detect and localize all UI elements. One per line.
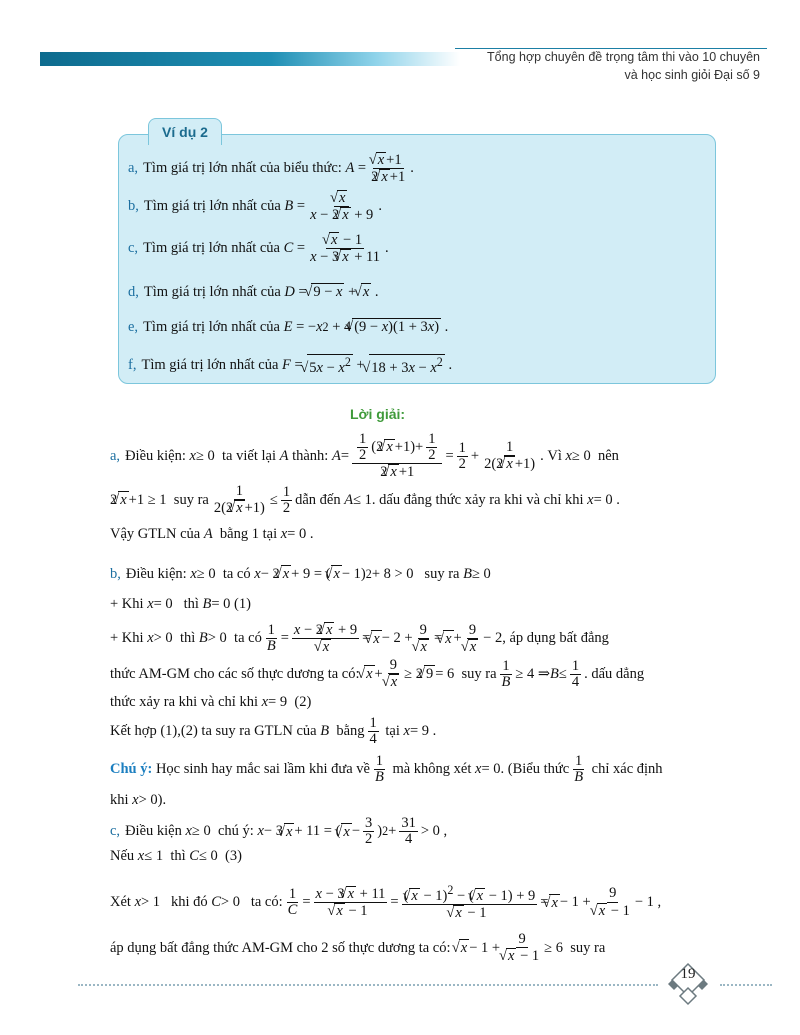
solution-a-line1: a, Điều kiện: x ≥ 0 ta viết lại A thành: A = $\frac{1}{2}$ (2√ x +1)+ $\frac{1}{2}$ 2√ x +1 = $\frac{1}{2}$ + $\frac{1}{2(2√ x +1)}$ . Vì x ≥ 0 nên xyxy=(110,432,619,481)
example-item-c: c, Tìm giá trị lớn nhất của C = √ $\frac{x - 1}{x - 3√ x + 11}$ . xyxy=(128,232,389,265)
solution-a-line3: Vậy GTLN của A bằng 1 tại x = 0 . xyxy=(110,526,314,542)
solution-b-line5: thức xảy ra khi và chỉ khi x = 9 (2) xyxy=(110,694,312,710)
solution-b-line2: + Khi x = 0 thì B = 0 (1) xyxy=(110,596,251,612)
solution-note-line1: Chú ý: Học sinh hay mắc sai lầm khi đưa về $\frac{1}{B}$ mà không xét x = 0 . (Biểu thức $\frac{1}{B}$ chỉ xác định xyxy=(110,753,663,786)
example-item-e: e, Tìm giá trị lớn nhất của E = − x 2 + 4 √ (9 − x)(1 + 3x) . xyxy=(128,318,448,336)
solution-note-line2: khi x > 0 ). xyxy=(110,792,167,808)
solution-c-line4: áp dụng bất đẳng thức AM-GM cho 2 số thực dương ta có: √ x − 1 + 9 √ x − 1 ≥ 6 suy ra xyxy=(110,932,605,964)
example-item-d: d, Tìm giá trị lớn nhất của D = √ 9 − x + √ x . xyxy=(128,283,379,301)
header-title: Tổng hợp chuyên đề trọng tâm thi vào 10 chuyên và học sinh giỏi Đại số 9 xyxy=(487,50,760,82)
solution-c-line2: Nếu x ≤ 1 thì C ≤ 0 (3) xyxy=(110,848,242,864)
solution-b-line3: + Khi x > 0 thì B > 0 ta có $\frac{1}{B}$ = x − 2√ x + 9 √ x = √ x − 2 + 9 √ x = √ x + 9 √ x − 2 , áp dụng bất đẳng xyxy=(110,622,609,655)
solution-b-line1: b, Điều kiện: x ≥ 0 ta có x − 2 √ x + 9 = ( √ x − 1) 2 + 8 > 0 suy ra B ≥ 0 xyxy=(110,565,491,583)
example-item-f: f, Tìm giá trị lớn nhất của F = √ $5x - x^2$ + √ $18 + 3x - x^2$ . xyxy=(128,354,452,377)
example-item-a: a, Tìm giá trị lớn nhất của biểu thức: A = √ $\frac{x +1}{2√ x +1}$ . xyxy=(128,152,414,185)
example-tab: Ví dụ 2 xyxy=(148,118,222,145)
footer-divider-left xyxy=(78,984,658,986)
page-number: 19 xyxy=(680,966,696,982)
example-item-b: b, Tìm giá trị lớn nhất của B = √ $\frac{x}{x - 2√ x + 9}$ . xyxy=(128,190,382,223)
solution-a-line2: 2 √ x +1 ≥ 1 suy ra $\frac{1}{2(2√ x +1)}$ ≤ $\frac{1}{2}$ dẫn đến A ≤ 1 . dấu đẳng thức xảy ra khi và chỉ khi x = 0 . xyxy=(110,484,620,516)
solution-c-line3: Xét x > 1 khi đó C > 0 ta có: $\frac{1}{C}$ = x − 3√ x + 11 √ x − 1 = (√ x − 1)$^2$ − (√ x − 1) + 9 √ x − 1 = √ x − 1 + 9 √ x − 1 − 1 , xyxy=(110,884,661,921)
solution-c-line1: c, Điều kiện x ≥ 0 chú ý: x − 3 √ x + 11 = ( √ x − $\frac{3}{2}$ ) 2 + $\frac{31}{4}$ > 0 , xyxy=(110,816,447,847)
footer-divider-right xyxy=(720,984,772,986)
solution-title: Lời giải: xyxy=(350,406,406,422)
header-bar xyxy=(40,52,460,66)
solution-b-line4: thức AM-GM cho các số thực dương ta có: √ x + 9 √ x ≥ 2 √ 9 = 6 suy ra $\frac{1}{B}$ ≥ 4 ⇒ B ≤ $\frac{1}{4}$ . dấu dẳng xyxy=(110,658,644,690)
solution-b-line6: Kết hợp (1),(2) ta suy ra GTLN của B bằng $\frac{1}{4}$ tại x = 9 . xyxy=(110,715,437,748)
